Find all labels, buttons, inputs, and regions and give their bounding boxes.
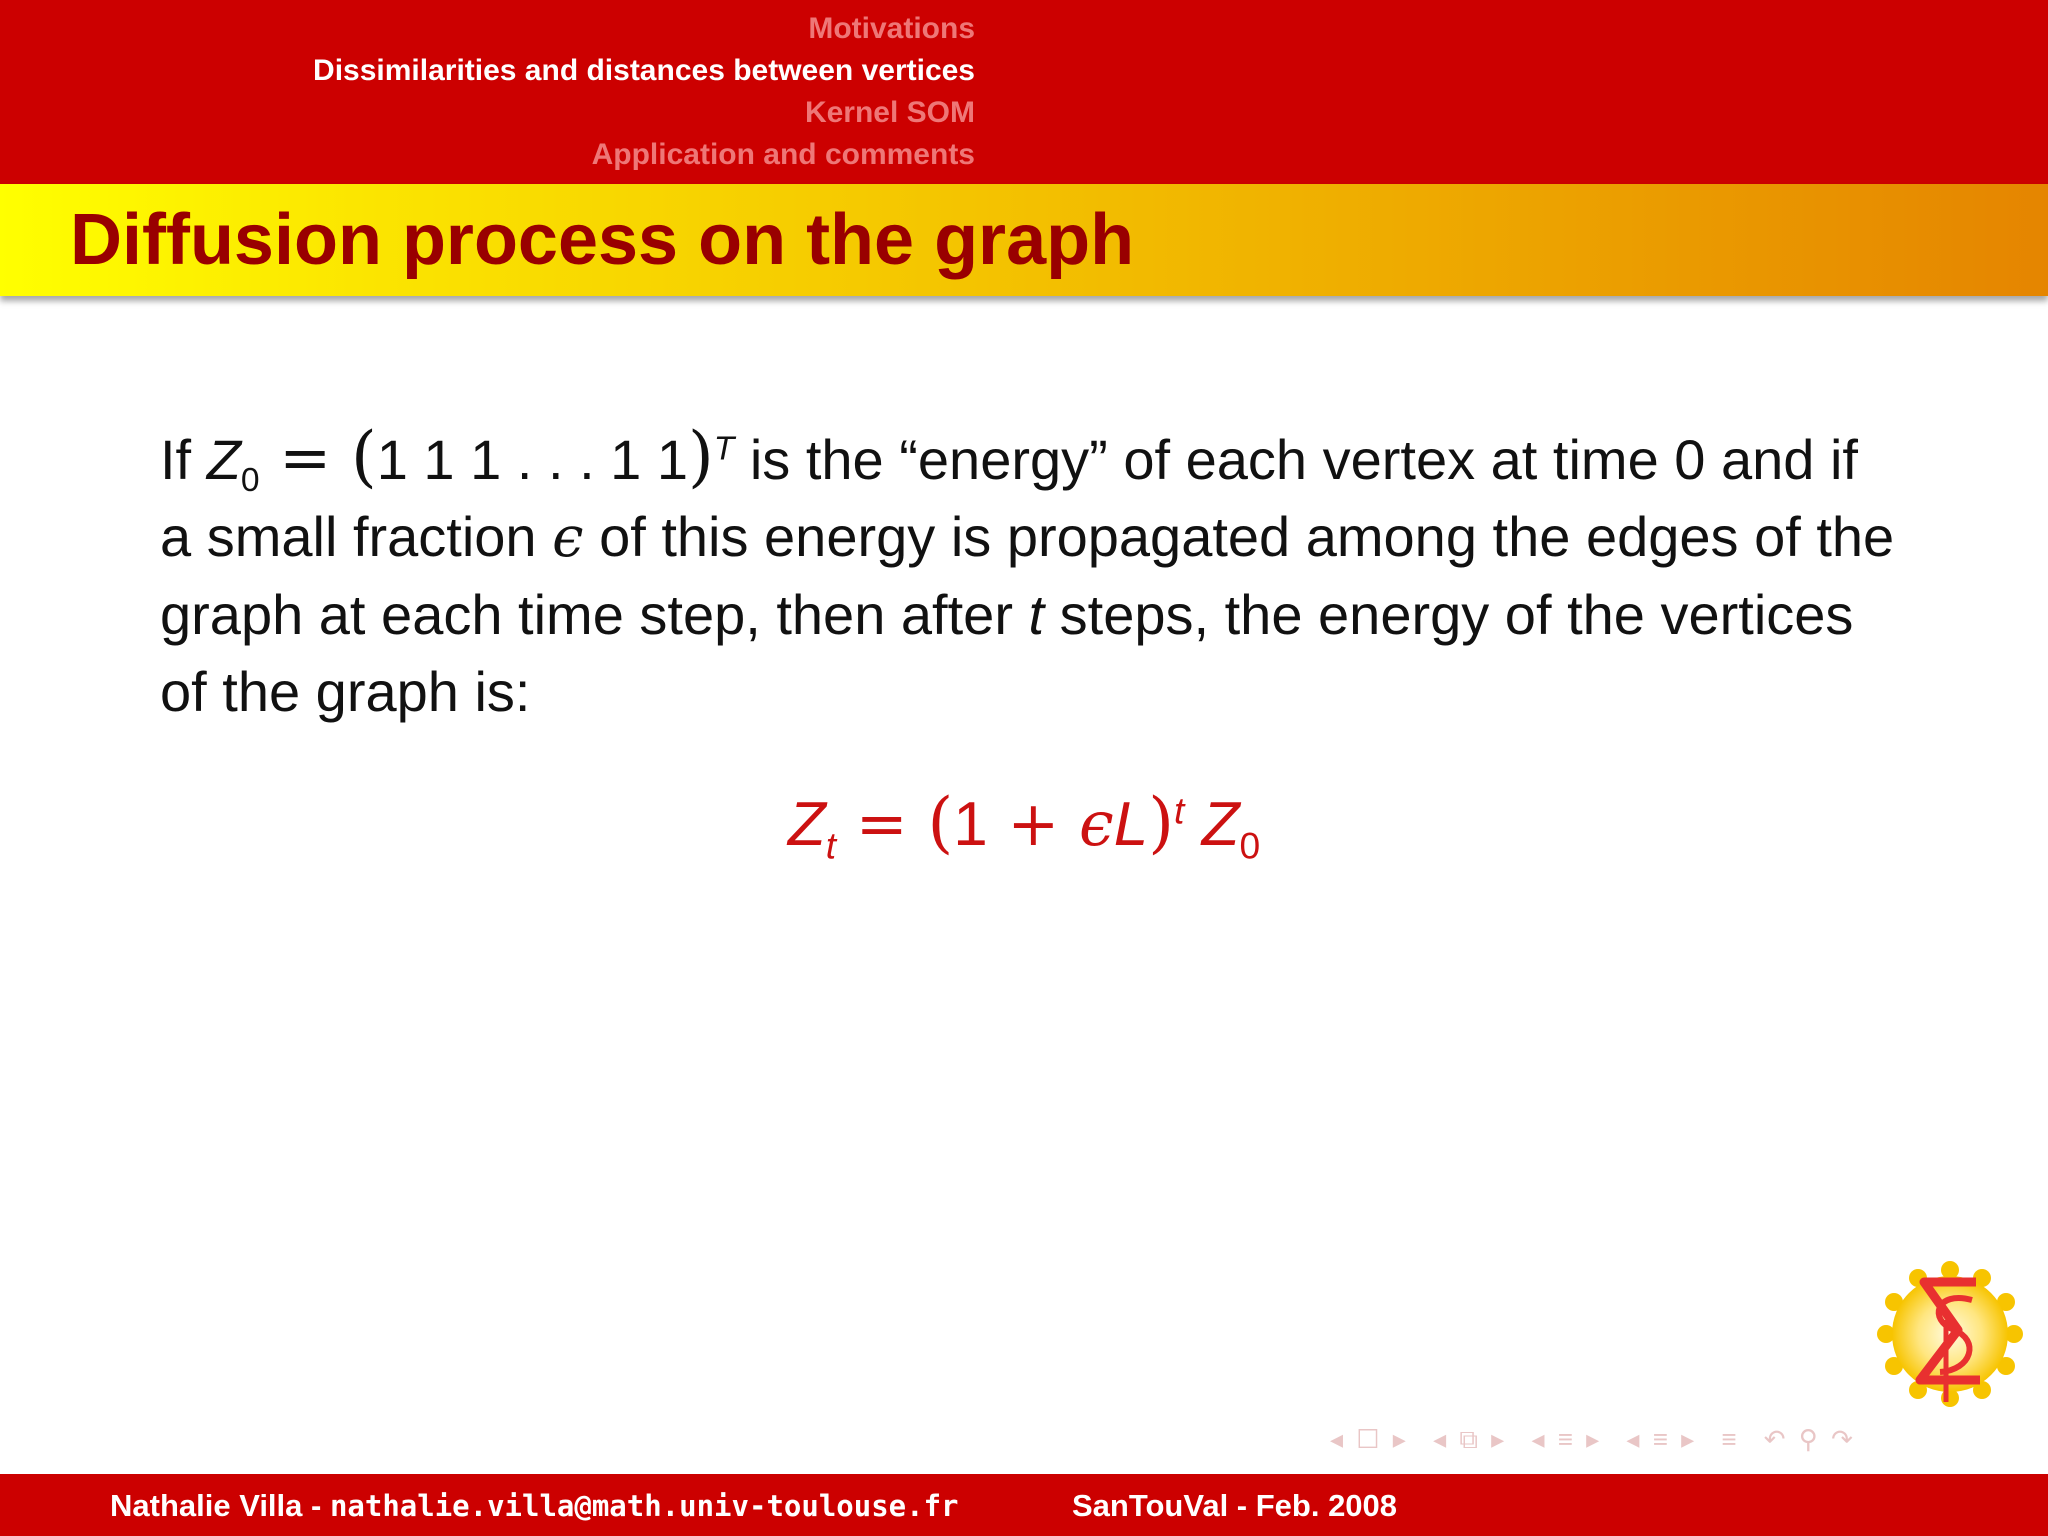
frame-title: Diffusion process on the graph [70,200,1135,280]
text-segment: steps, the energy of the vertices of the graph is: [160,583,1854,723]
text-segment: If [160,428,207,491]
math-paren: ) [688,418,714,495]
eq-equals: = [836,787,928,860]
author-name: Nathalie Villa - [110,1488,330,1523]
author-email[interactable]: nathalie.villa@math.univ-toulouse.fr [329,1489,959,1523]
footer-event: SanTouVal - Feb. 2008 [1072,1488,1398,1523]
eq-l: L [1113,790,1149,859]
footer-author [110,1488,959,1524]
math-symbol-z: Z [206,428,241,491]
nav-frame-prev-icon[interactable]: ◂ ☐ ▸ [1330,1424,1409,1454]
eq-plus: + [987,787,1080,860]
math-equals: = [259,421,351,494]
nav-item-motivations[interactable]: Motivations [808,12,975,45]
nav-subsection-list-icon[interactable]: ◂ ≡ ▸ [1626,1424,1698,1454]
nav-back-search-icon[interactable]: ↶ ⚲ ↷ [1763,1424,1856,1454]
eq-z: Z [787,790,826,859]
sigma-sun-logo-icon [1876,1260,2024,1408]
frame-title-bar [0,184,2048,296]
math-vector: 1 1 1 . . . 1 1 [376,428,689,491]
nav-item-application[interactable]: Application and comments [591,138,975,171]
math-subscript: 0 [240,462,260,500]
math-paren: ( [350,418,377,495]
nav-item-dissimilarities[interactable]: Dissimilarities and distances between vertices [313,54,975,87]
nav-item-kernel-som[interactable]: Kernel SOM [804,96,975,129]
eq-superscript-t: t [1174,789,1185,832]
nav-section-icon[interactable]: ◂ ≡ ▸ [1531,1424,1603,1454]
math-symbol-t: t [1028,583,1045,646]
section-navigation [0,8,975,176]
text-segment: of this energy is propagated among the edges of the graph at each time step, then after [160,505,1895,646]
eq-subscript-t: t [825,824,837,867]
nav-subsection-icon[interactable]: ◂ ⧉ ▸ [1433,1424,1508,1454]
footer-bar [0,1474,2048,1536]
display-equation [0,778,2048,870]
eq-z: Z [1201,790,1240,859]
body-paragraph [160,418,1900,730]
eq-epsilon: ϵ [1079,787,1114,860]
eq-paren: ( [927,784,954,861]
math-epsilon: ϵ [552,505,584,570]
beamer-navigation-symbols [1330,1424,2030,1460]
text-segment: is the “energy” of each vertex at time 0 and if a small fraction [160,428,1858,568]
eq-paren: ) [1148,784,1175,861]
eq-one: 1 [953,790,988,859]
eq-subscript-0: 0 [1239,824,1261,867]
math-superscript: T [713,430,735,468]
header-bar [0,0,2048,184]
nav-list-icon[interactable]: ≡ [1721,1424,1740,1454]
